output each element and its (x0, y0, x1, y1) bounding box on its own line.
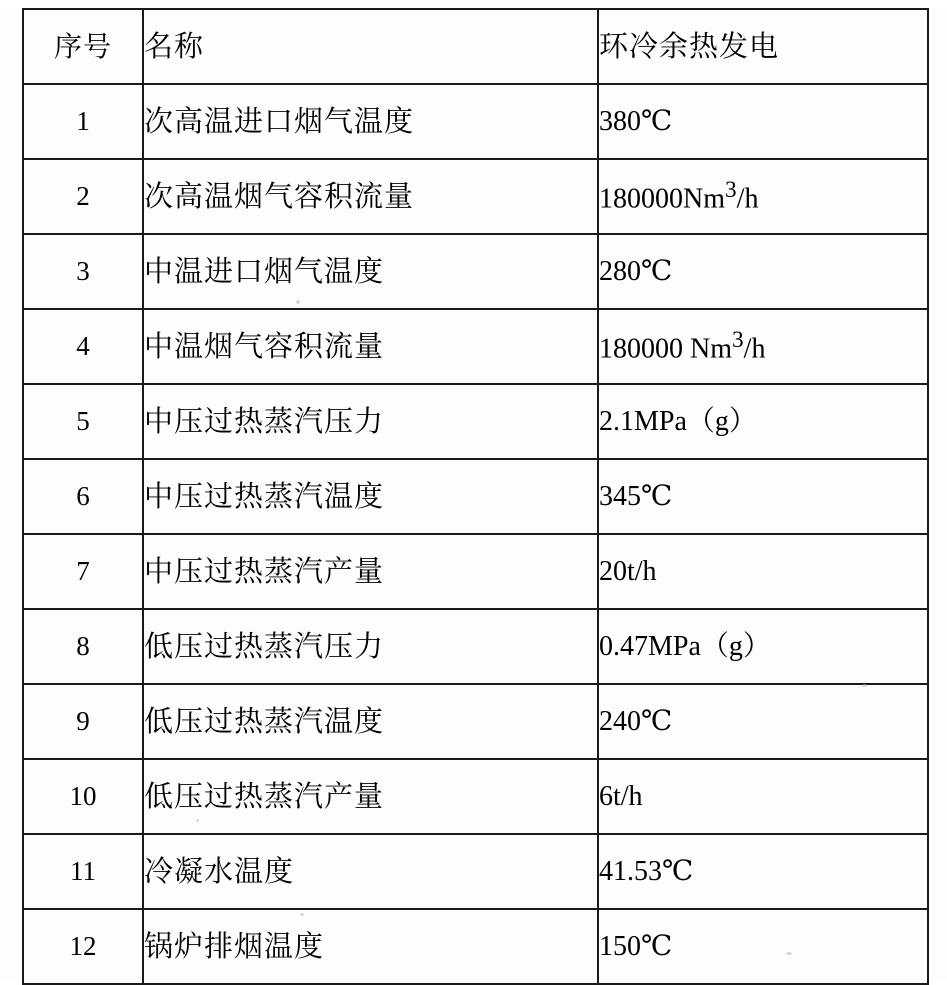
row-name: 次高温进口烟气温度 (143, 84, 598, 159)
row-name: 冷凝水温度 (143, 834, 598, 909)
row-value: 240℃ (598, 684, 928, 759)
row-value: 2.1MPa（g） (598, 384, 928, 459)
row-value: 20t/h (598, 534, 928, 609)
row-name: 中温进口烟气温度 (143, 234, 598, 309)
table-row (23, 384, 928, 459)
row-index: 1 (23, 84, 143, 159)
value-suffix: /h (736, 183, 759, 215)
table-row (23, 684, 928, 759)
row-index: 4 (23, 309, 143, 384)
table-row (23, 84, 928, 159)
table-row (23, 234, 928, 309)
row-value: 345℃ (598, 459, 928, 534)
row-name: 低压过热蒸汽温度 (143, 684, 598, 759)
row-value: 6t/h (598, 759, 928, 834)
value-superscript: 3 (725, 177, 737, 204)
row-name: 低压过热蒸汽产量 (143, 759, 598, 834)
table-row (23, 459, 928, 534)
value-superscript: 3 (732, 327, 744, 354)
value-prefix: 180000Nm (599, 183, 725, 215)
table-header-row (23, 9, 928, 84)
row-index: 11 (23, 834, 143, 909)
row-name: 低压过热蒸汽压力 (143, 609, 598, 684)
row-index: 9 (23, 684, 143, 759)
row-index: 5 (23, 384, 143, 459)
document-page (0, 8, 947, 981)
row-name: 中温烟气容积流量 (143, 309, 598, 384)
row-index: 7 (23, 534, 143, 609)
row-index: 10 (23, 759, 143, 834)
column-header-index: 序号 (23, 9, 143, 84)
column-header-name: 名称 (143, 9, 598, 84)
row-index: 2 (23, 159, 143, 234)
row-value: 150℃ (598, 909, 928, 984)
row-name: 次高温烟气容积流量 (143, 159, 598, 234)
row-name: 锅炉排烟温度 (143, 909, 598, 984)
row-name: 中压过热蒸汽产量 (143, 534, 598, 609)
specification-table (22, 8, 929, 985)
row-value: 41.53℃ (598, 834, 928, 909)
row-value: 280℃ (598, 234, 928, 309)
table-row (23, 759, 928, 834)
column-header-value: 环冷余热发电 (598, 9, 928, 84)
value-suffix: /h (743, 333, 766, 365)
row-name: 中压过热蒸汽压力 (143, 384, 598, 459)
table-row (23, 834, 928, 909)
table-row (23, 309, 928, 384)
row-value: 380℃ (598, 84, 928, 159)
row-value: 0.47MPa（g） (598, 609, 928, 684)
table-row (23, 159, 928, 234)
row-value (598, 159, 928, 234)
row-index: 8 (23, 609, 143, 684)
row-index: 3 (23, 234, 143, 309)
row-value (598, 309, 928, 384)
row-index: 12 (23, 909, 143, 984)
row-name: 中压过热蒸汽温度 (143, 459, 598, 534)
value-prefix: 180000 Nm (599, 333, 732, 365)
table-row (23, 534, 928, 609)
table-row (23, 609, 928, 684)
row-index: 6 (23, 459, 143, 534)
